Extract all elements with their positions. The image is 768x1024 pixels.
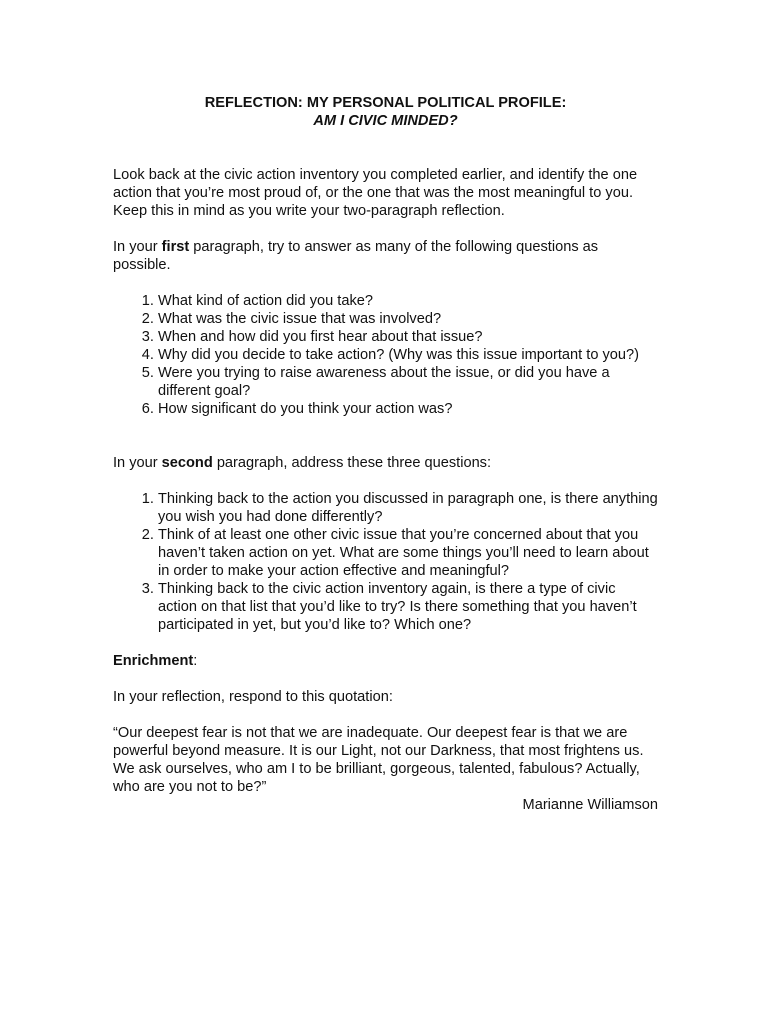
enrichment-heading-line: [113, 652, 658, 670]
list-item: 3. Thinking back to the civic action inventory again, is there a type of civic action on that list that you’d like to try? Is there something that you haven’t participated in yet, but you’d like to? Which one?: [158, 580, 658, 634]
intro-paragraph: Look back at the civic action inventory you completed earlier, and identify the one action that you’re most proud of, or the one that was the most meaningful to you. Keep this in mind as you write your two-paragraph reflection.: [113, 167, 638, 219]
list-item: 3. When and how did you first hear about that issue?: [158, 328, 658, 346]
enrichment-colon: :: [193, 653, 198, 669]
second-questions-list: [113, 490, 658, 634]
list-item: 4. Why did you decide to take action? (Why was this issue important to you?): [158, 346, 658, 364]
second-prefix: In your: [113, 455, 162, 471]
first-suffix: paragraph, try to answer as many of the following questions as possible.: [113, 239, 599, 273]
list-item: 6. How significant do you think your action was?: [158, 400, 658, 418]
document-title: REFLECTION: MY PERSONAL POLITICAL PROFILE:: [204, 95, 567, 111]
list-item: 5. Were you trying to raise awareness about the issue, or did you have a different goal?: [158, 364, 658, 400]
second-paragraph-instruction: [113, 454, 658, 472]
document-page: [113, 94, 658, 814]
quotation: “Our deepest fear is not that we are inadequate. Our deepest fear is that we are powerful beyond measure. It is our Light, not our Darkness, that most frightens us. We ask ourselves, who am I to be brilliant, gorgeous, talented, fabulous? Actually, who are you not to be?”: [113, 725, 644, 795]
enrichment-instruction: In your reflection, respond to this quotation:: [113, 689, 393, 705]
list-item: 2. What was the civic issue that was involved?: [158, 310, 658, 328]
first-paragraph-instruction: [113, 238, 658, 274]
list-item: 1. Thinking back to the action you discussed in paragraph one, is there anything you wish you had done differently?: [158, 490, 658, 526]
second-emphasis: second: [161, 455, 213, 471]
first-emphasis: first: [161, 239, 190, 255]
list-item: 1. What kind of action did you take?: [158, 292, 658, 310]
document-subtitle: AM I CIVIC MINDED?: [313, 113, 458, 129]
quotation-author: Marianne Williamson: [522, 797, 658, 813]
list-item: 2. Think of at least one other civic issue that you’re concerned about that you haven’t taken action on yet. What are some things you’ll need to learn about in order to make your action effective and meaningful?: [158, 526, 658, 580]
first-prefix: In your: [113, 239, 162, 255]
enrichment-heading: Enrichment: [113, 653, 194, 669]
first-questions-list: [113, 292, 658, 418]
second-suffix: paragraph, address these three questions:: [212, 455, 492, 471]
